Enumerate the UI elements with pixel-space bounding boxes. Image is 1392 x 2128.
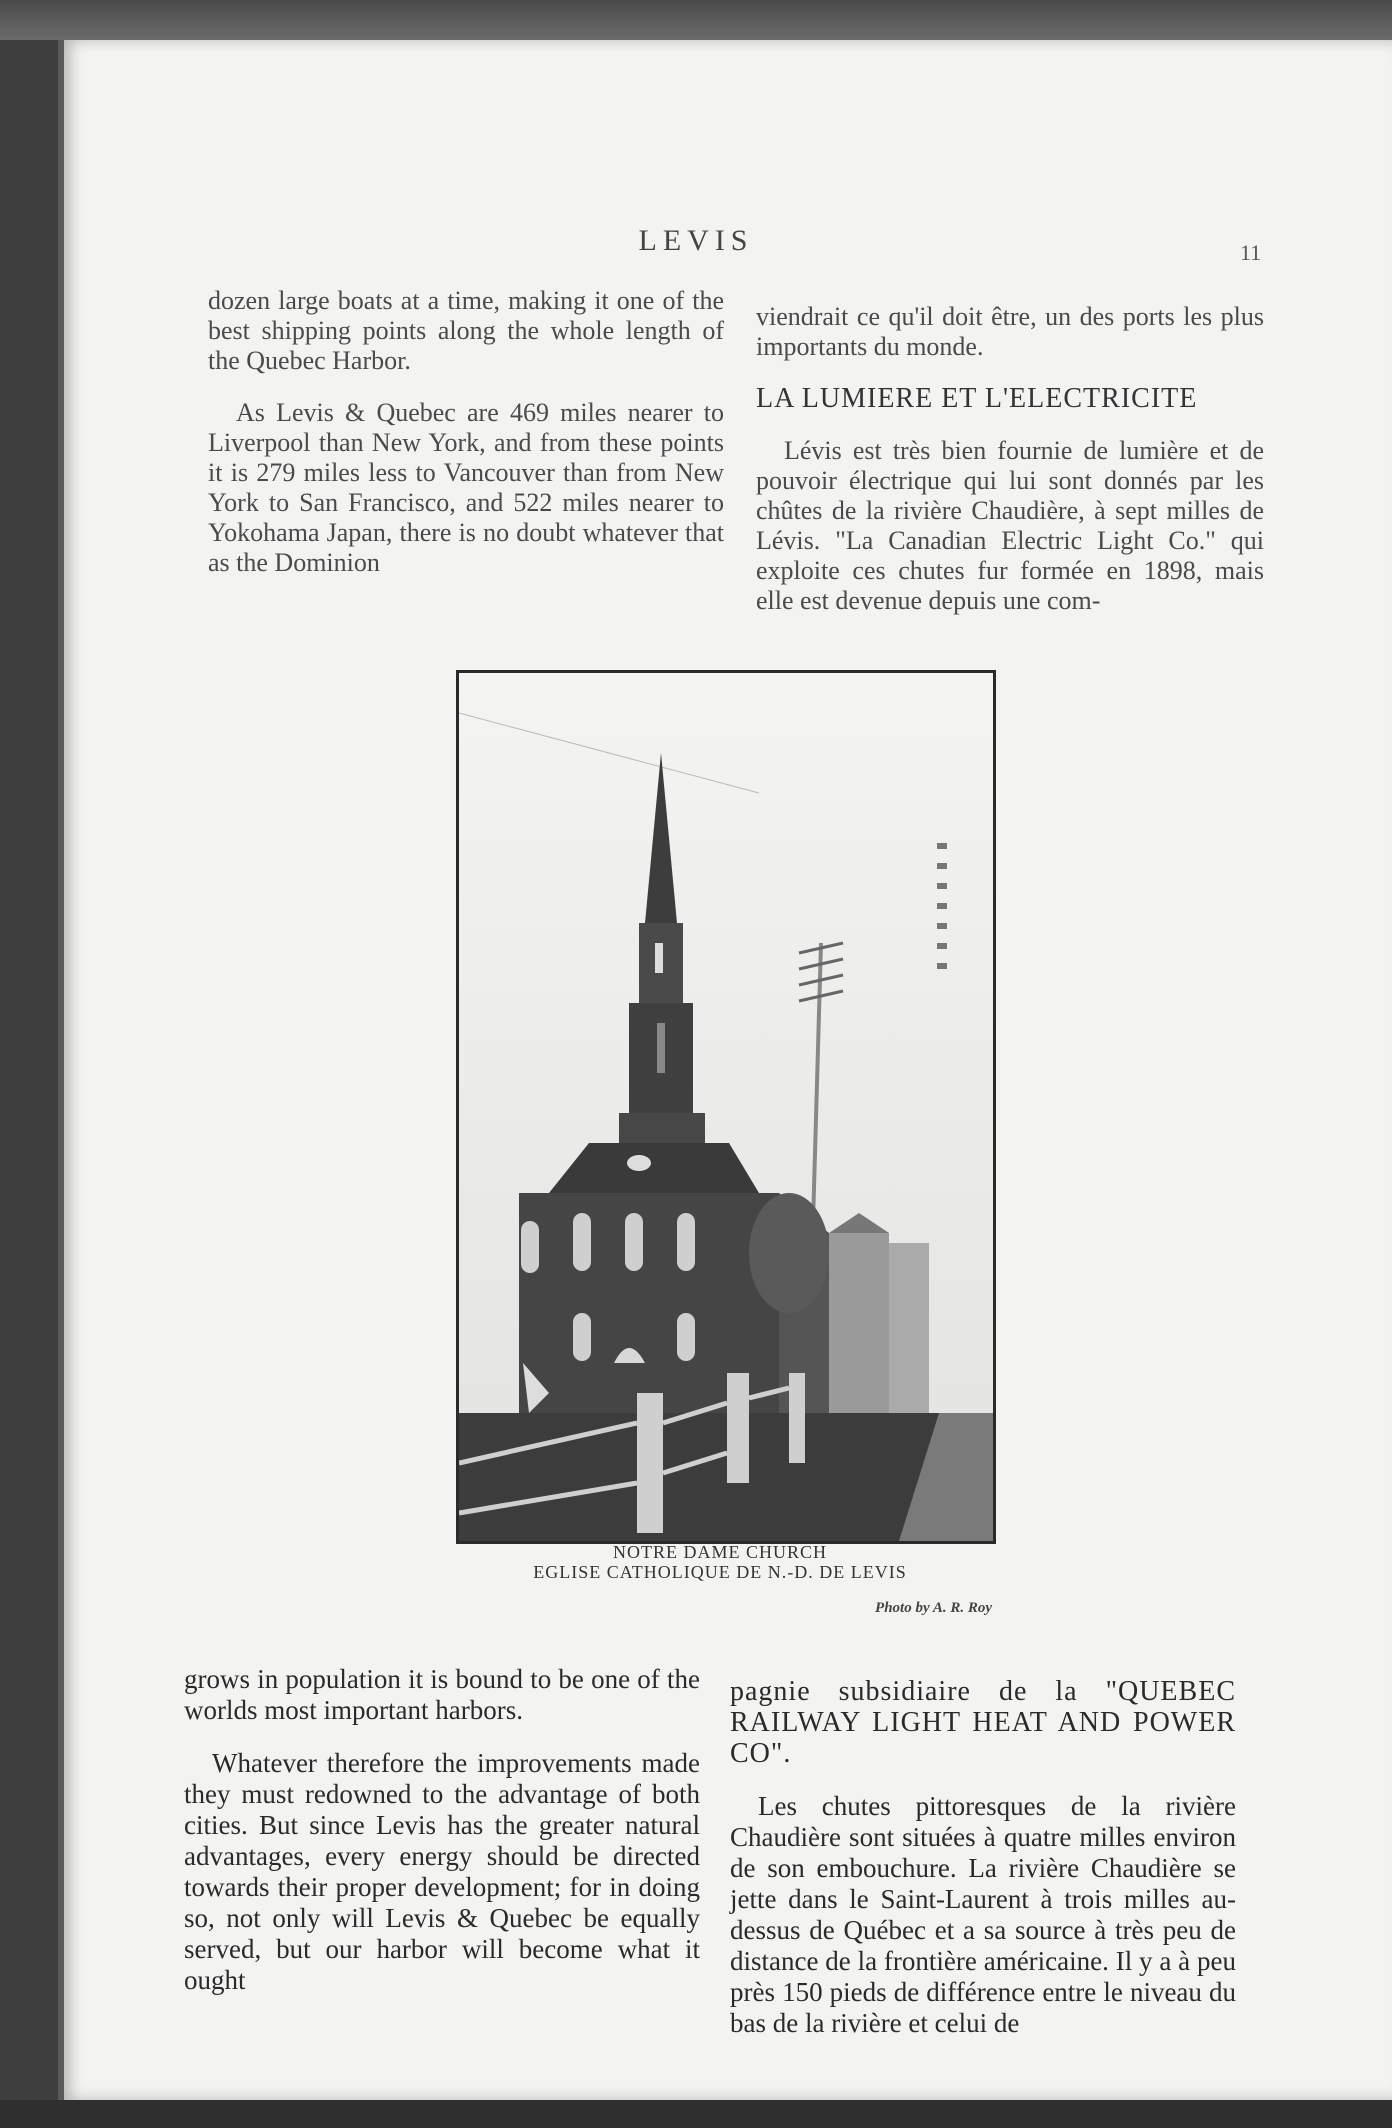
church-photo-illustration	[459, 673, 993, 1541]
top-right-column	[756, 302, 1264, 638]
scan-bottom-border	[0, 2100, 1392, 2128]
caption-title: NOTRE DAME CHURCH	[612, 1542, 827, 1562]
top-left-column	[208, 286, 724, 600]
caption-subtitle: EGLISE CATHOLIQUE DE N.-D. DE LEVIS	[533, 1562, 907, 1582]
paragraph: Whatever therefore the improvements made they must redowned to the advantage of both cities. But since Levis has the greater natural advantages, every energy should be directed towards their proper development; for in doing so, not only will Levis & Quebec be equally served, but our harbor will become what it ought	[184, 1748, 700, 1995]
paragraph: viendrait ce qu'il doit être, un des ports les plus importants du monde.	[756, 302, 1264, 361]
church-photo	[456, 670, 996, 1544]
paragraph: grows in population it is bound to be one of the worlds most important harbors.	[184, 1664, 700, 1725]
section-heading: LA LUMIERE ET L'ELECTRICITE	[756, 383, 1198, 414]
paragraph: As Levis & Quebec are 469 miles nearer to Liverpool than New York, and from these points it is 279 miles less to Vancouver than from New York to San Francisco, and 522 miles nearer to Yokohama Japan, there is no doubt whatever that as the Dominion	[208, 398, 724, 577]
paragraph: Lévis est très bien fournie de lumière et de pouvoir électrique qui lui sont donnés par les chûtes de la rivière Chaudière, à sept milles de Lévis. "La Canadian Electric Light Co." qui exploite ces chutes fur formée en 1898, mais elle est devenue depuis une com-	[756, 436, 1264, 615]
running-title: LEVIS	[638, 224, 754, 257]
paragraph: dozen large boats at a time, making it one of the best shipping points along the whole length of the Quebec Harbor.	[208, 286, 724, 375]
paragraph: pagnie subsidiaire de la "QUEBEC RAILWAY LIGHT HEAT AND POWER CO".	[730, 1676, 1236, 1769]
paragraph: Les chutes pittoresques de la rivière Chaudière sont situées à quatre milles environ de son embouchure. La rivière Chaudière se jette dans le Saint-Laurent à trois milles au-dessus de Québec et a sa source à très peu de distance de la frontière américaine. Il y a à peu près 150 pieds de différence entre le niveau du bas de la rivière et celui de	[730, 1791, 1236, 2038]
figure-caption	[440, 1542, 1000, 1582]
scan-top-border	[0, 0, 1392, 40]
bottom-left-column	[184, 1664, 700, 2018]
page-number: 11	[1240, 240, 1262, 265]
photo-credit: Photo by A. R. Roy	[875, 1600, 992, 1616]
bottom-right-column	[730, 1676, 1236, 2061]
